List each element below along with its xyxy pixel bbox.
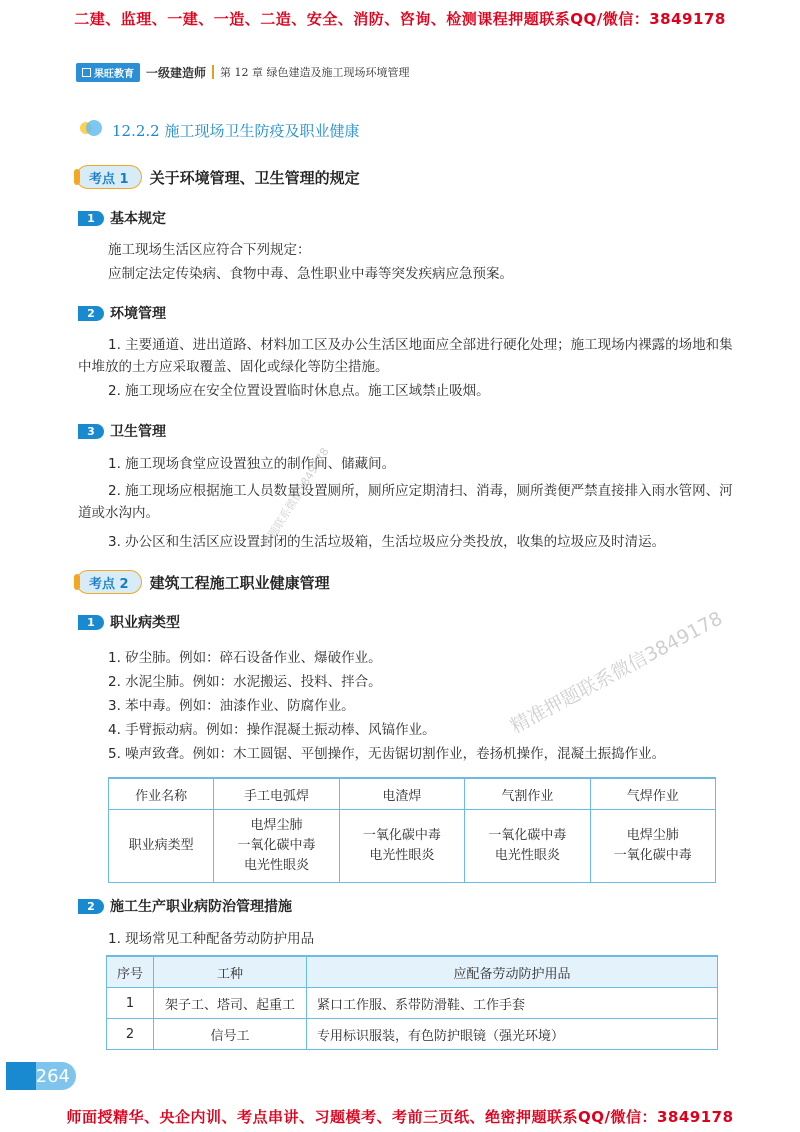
hygiene-paragraph-2: 2. 施工现场应根据施工人员数量设置厕所，厕所应定期清扫、消毒，厕所粪便严禁直接排入雨水管网、河道或水沟内。 [78,483,733,521]
number-badge: 1 [78,211,104,226]
list-item: 1. 矽尘肺。例如：碎石设备作业、爆破作业。 [108,650,382,666]
watermark-text: 精准押题联系微信3849178 [506,607,727,738]
subheading-title: 职业病类型 [110,615,180,631]
paragraph-line: 应制定法定传染病、食物中毒、急性职业中毒等突发疾病应急预案。 [108,266,513,282]
basic-rules-text [78,239,738,261]
table-row [107,1019,718,1050]
book-title: 一级建造师 [146,65,207,80]
table-row [109,810,716,883]
cell-line: 电光性眼炎 [244,858,310,873]
table-header-cell: 手工电弧焊 [214,778,339,810]
cell-line: 电光性眼炎 [494,848,560,863]
number-badge: 2 [78,899,104,914]
cell-line: 一氧化碳中毒 [488,828,567,843]
kaodian-1-pill: 考点 1 [76,165,142,189]
subheading-hygiene [78,421,166,441]
cell-line: 电焊尘肺 [250,818,303,833]
bubbles-icon [76,118,106,142]
logo-text: 果旺教育 [94,68,134,80]
promo-banner-top: 二建、监理、一建、一造、二造、安全、消防、咨询、检测课程押题联系QQ/微信：3849178 [74,10,726,28]
table-cell [214,810,339,883]
subheading-disease-types [78,612,180,632]
table-header-cell: 工种 [154,956,307,988]
table-cell: 紧口工作服、系带防滑鞋、工作手套 [307,988,718,1019]
subheading-title: 环境管理 [110,306,166,322]
protective-equipment-table [106,955,718,1050]
number-badge: 1 [78,615,104,630]
subheading-prevention [78,896,292,916]
prevention-line: 1. 现场常见工种配备劳动防护用品 [108,931,315,947]
cell-line: 一氧化碳中毒 [237,838,316,853]
cell-line: 一氧化碳中毒 [362,828,441,843]
publisher-logo [76,63,140,82]
number-badge: 2 [78,306,104,321]
promo-banner-bottom: 师面授精华、央企内训、考点串讲、习题模考、考前三页纸、绝密押题联系QQ/微信：3849178 [66,1108,734,1126]
table-header-row [109,778,716,810]
kaodian-1-title: 关于环境管理、卫生管理的规定 [149,168,360,187]
cell-line: 一氧化碳中毒 [613,848,692,863]
table-header-row [107,956,718,988]
kaodian-1-heading [76,165,360,189]
welding-disease-table [108,777,716,883]
watermark-text-small: 押题联系微信3849178 [259,445,332,550]
table-cell: 1 [107,988,154,1019]
table-header-cell: 应配备劳动防护用品 [307,956,718,988]
chapter-title: 第 12 章 绿色建造及施工现场环境管理 [220,66,410,79]
row-label: 职业病类型 [109,810,214,883]
hygiene-paragraph-1: 1. 施工现场食堂应设置独立的制作间、储藏间。 [108,456,396,472]
table-header-cell: 气割作业 [465,778,590,810]
environment-paragraph-1: 1. 主要通道、进出道路、材料加工区及办公生活区地面应全部进行硬化处理；施工现场内裸露的场地和集中堆放的土方应采取覆盖、固化或绿化等防尘措施。 [78,337,733,375]
hygiene-paragraph-3: 3. 办公区和生活区应设置封闭的生活垃圾箱，生活垃圾应分类投放，收集的垃圾应及时清运。 [108,534,666,550]
paragraph-line: 施工现场生活区应符合下列规定： [108,242,311,258]
subheading-basic-rules [78,208,166,228]
section-title: 12.2.2 施工现场卫生防疫及职业健康 [112,121,360,140]
page-number: 264 [6,1062,76,1090]
kaodian-2-title: 建筑工程施工职业健康管理 [149,573,330,592]
list-item: 2. 水泥尘肺。例如：水泥搬运、投料、拌合。 [108,674,382,690]
logo-icon [82,68,91,77]
environment-paragraph-2: 2. 施工现场应在安全位置设置临时休息点。施工区域禁止吸烟。 [108,383,490,399]
header-divider [212,65,214,79]
list-item: 3. 苯中毒。例如：油漆作业、防腐作业。 [108,698,355,714]
kaodian-2-pill: 考点 2 [76,570,142,594]
subheading-title: 基本规定 [110,211,166,227]
table-cell: 架子工、塔司、起重工 [154,988,307,1019]
table-cell [339,810,464,883]
running-header [76,62,410,82]
table-header-cell: 序号 [107,956,154,988]
table-cell [590,810,715,883]
subheading-title: 卫生管理 [110,424,166,440]
table-cell [465,810,590,883]
table-header-cell: 作业名称 [109,778,214,810]
table-cell: 2 [107,1019,154,1050]
kaodian-2-heading [76,570,330,594]
table-cell: 信号工 [154,1019,307,1050]
subheading-environment [78,303,166,323]
table-cell: 专用标识服装，有色防护眼镜（强光环境） [307,1019,718,1050]
subheading-title: 施工生产职业病防治管理措施 [110,899,292,915]
page-number-tab [6,1062,36,1090]
cell-line: 电焊尘肺 [626,828,679,843]
list-item: 5. 噪声致聋。例如：木工圆锯、平刨操作，无齿锯切割作业，卷扬机操作，混凝土振捣作业。 [108,746,666,762]
section-heading [76,118,359,142]
list-item: 4. 手臂振动病。例如：操作混凝土振动棒、风镐作业。 [108,722,436,738]
cell-line: 电光性眼炎 [369,848,435,863]
table-header-cell: 电渣焊 [339,778,464,810]
number-badge: 3 [78,424,104,439]
table-header-cell: 气焊作业 [590,778,715,810]
basic-rules-text-2 [108,263,738,285]
table-row [107,988,718,1019]
